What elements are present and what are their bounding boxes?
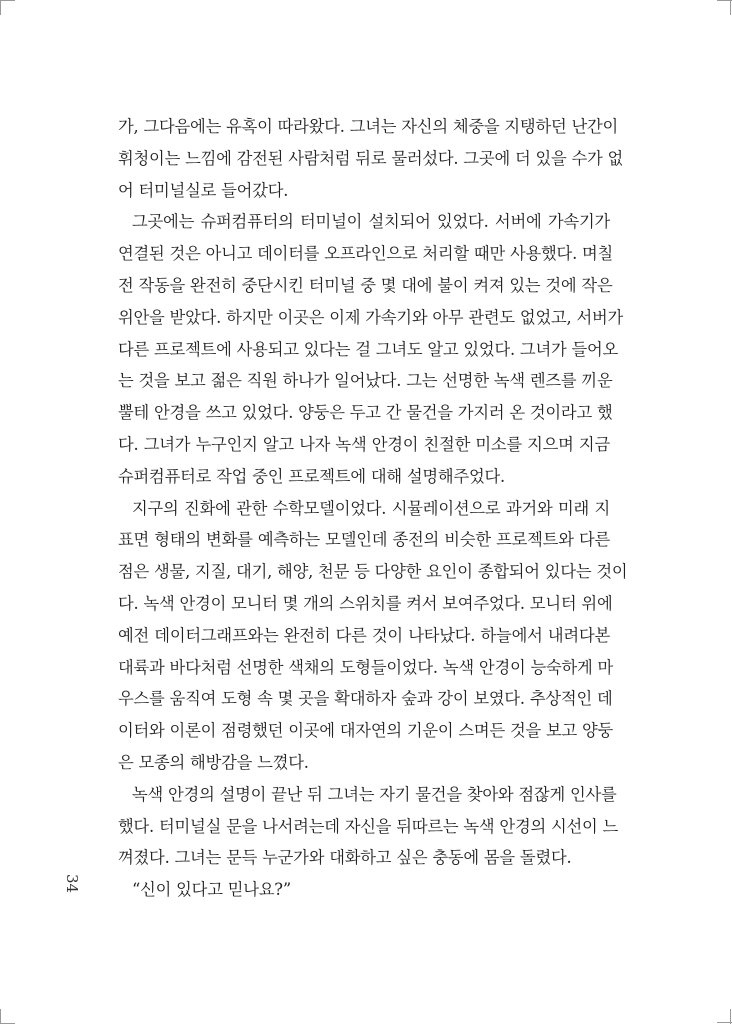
crop-mark-top-left bbox=[0, 0, 1, 15]
text-line: 슈퍼컴퓨터로 작업 중인 프로젝트에 대해 설명해주었다. bbox=[118, 466, 505, 486]
crop-mark-top-left bbox=[0, 0, 15, 1]
text-line: 위안을 받았다. 하지만 이곳은 이제 가속기와 아무 관련도 없었고, 서버가 bbox=[118, 307, 624, 327]
text-line: 대륙과 바다처럼 선명한 색채의 도형들이었다. 녹색 안경이 능숙하게 마 bbox=[118, 657, 614, 677]
text-line: “신이 있다고 믿나요?” bbox=[132, 880, 291, 900]
text-line: 우스를 움직여 도형 속 몇 곳을 확대하자 숲과 강이 보였다. 추상적인 데 bbox=[118, 689, 613, 709]
text-line: 이터와 이론이 점령했던 이곳에 대자연의 기운이 스며든 것을 보고 양둥 bbox=[118, 721, 614, 741]
text-line: 는 것을 보고 젊은 직원 하나가 일어났다. 그는 선명한 녹색 렌즈를 끼운 bbox=[118, 371, 613, 391]
text-line: 휘청이는 느낌에 감전된 사람처럼 뒤로 물러섰다. 그곳에 더 있을 수가 없 bbox=[118, 148, 624, 168]
crop-mark-bottom-right bbox=[730, 1009, 731, 1024]
text-line: 지구의 진화에 관한 수학모델이었다. 시뮬레이션으로 과거와 미래 지 bbox=[132, 498, 610, 518]
text-line: 어 터미널실로 들어갔다. bbox=[118, 180, 289, 200]
body-text bbox=[118, 111, 628, 906]
text-line: 표면 형태의 변화를 예측하는 모델인데 종전의 비슷한 프로젝트와 다른 bbox=[118, 530, 610, 550]
crop-mark-bottom-left bbox=[0, 1009, 1, 1024]
crop-mark-top-right bbox=[730, 0, 731, 15]
text-line: 연결된 것은 아니고 데이터를 오프라인으로 처리할 때만 사용했다. 며칠 bbox=[118, 244, 614, 264]
text-line: 은 모종의 해방감을 느꼈다. bbox=[118, 752, 309, 772]
text-line: 그곳에는 슈퍼컴퓨터의 터미널이 설치되어 있었다. 서버에 가속기가 bbox=[132, 212, 610, 232]
page-number: 34 bbox=[63, 873, 82, 894]
text-line: 전 작동을 완전히 중단시킨 터미널 중 몇 대에 불이 켜져 있는 것에 작은 bbox=[118, 275, 613, 295]
text-line: 다. 녹색 안경이 모니터 몇 개의 스위치를 켜서 보여주었다. 모니터 위에 bbox=[118, 593, 613, 613]
text-line: 했다. 터미널실 문을 나서려는데 자신을 뒤따르는 녹색 안경의 시선이 느 bbox=[118, 816, 619, 836]
text-line: 다. 그녀가 누구인지 알고 나자 녹색 안경이 친절한 미소를 지으며 지금 bbox=[118, 434, 610, 454]
text-line: 다른 프로젝트에 사용되고 있다는 걸 그녀도 알고 있었다. 그녀가 들어오 bbox=[118, 339, 619, 359]
text-line: 껴졌다. 그녀는 문득 누군가와 대화하고 싶은 충동에 몸을 돌렸다. bbox=[118, 848, 572, 868]
text-line: 예전 데이터그래프와는 완전히 다른 것이 나타났다. 하늘에서 내려다본 bbox=[118, 625, 610, 645]
text-line: 녹색 안경의 설명이 끝난 뒤 그녀는 자기 물건을 찾아와 점잖게 인사를 bbox=[132, 784, 617, 804]
text-line: 뿔테 안경을 쓰고 있었다. 양둥은 두고 간 물건을 가지러 온 것이라고 했 bbox=[118, 403, 613, 423]
text-line: 점은 생물, 지질, 대기, 해양, 천문 등 다양한 요인이 종합되어 있다는 것이 bbox=[118, 562, 628, 582]
text-line: 가, 그다음에는 유혹이 따라왔다. 그녀는 자신의 체중을 지탱하던 난간이 bbox=[118, 117, 619, 136]
